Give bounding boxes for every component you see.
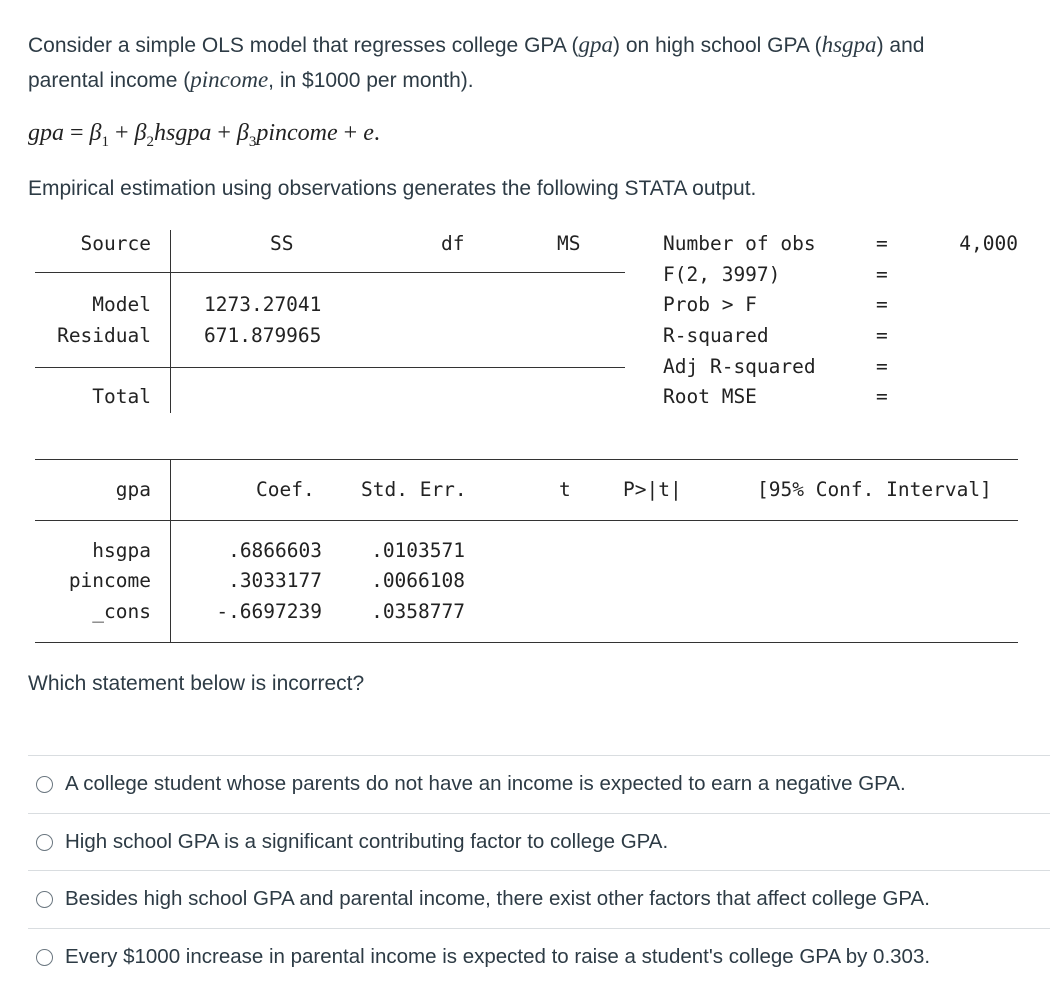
- option-separator: [28, 755, 1050, 756]
- eq-plus: +: [337, 120, 364, 146]
- eq-beta3: β: [236, 120, 249, 146]
- coef-row-coef: .6866603: [228, 539, 322, 562]
- anova-header-source: Source: [80, 232, 151, 255]
- intro-line-2: [28, 63, 924, 98]
- intro-text: ) on high school GPA (: [613, 34, 822, 57]
- eq-beta1: β: [89, 120, 102, 146]
- answer-option[interactable]: [36, 827, 668, 857]
- intro-line-1: [28, 28, 924, 63]
- anova-row-ss: 671.879965: [204, 324, 322, 347]
- anova-divider: [170, 230, 171, 413]
- eq-hsgpa: hsgpa: [154, 120, 212, 146]
- anova-row-source: Model: [92, 293, 151, 316]
- stat-label: Prob > F: [663, 293, 757, 316]
- option-label[interactable]: A college student whose parents do not have an income is expected to earn a negative GPA.: [65, 772, 906, 795]
- coef-row-var: pincome: [68, 569, 151, 592]
- intro-text: parental income (: [28, 69, 191, 92]
- option-label[interactable]: Besides high school GPA and parental income, there exist other factors that affect college GPA.: [65, 887, 930, 910]
- stat-equals: =: [876, 263, 888, 286]
- stat-equals: =: [876, 232, 888, 255]
- option-separator: [28, 813, 1050, 814]
- answer-option[interactable]: [36, 769, 906, 799]
- coef-header-coef: Coef.: [256, 478, 315, 501]
- option-separator: [28, 928, 1050, 929]
- question-intro: [28, 28, 924, 98]
- eq-beta3-sub: 3: [248, 133, 257, 150]
- math-var-hsgpa: hsgpa: [821, 32, 877, 57]
- eq-beta2-sub: 2: [146, 133, 154, 150]
- intro-text: , in $1000 per month).: [268, 69, 474, 92]
- stat-equals: =: [876, 385, 888, 408]
- option-label[interactable]: Every $1000 increase in parental income is expected to raise a student's college GPA by 0.303.: [65, 945, 931, 968]
- eq-beta2: β: [134, 120, 147, 146]
- eq-period: .: [373, 120, 380, 146]
- eq-plus: +: [211, 120, 237, 146]
- coef-row-se: .0103571: [371, 539, 465, 562]
- answer-option[interactable]: [36, 884, 930, 914]
- radio-button[interactable]: [36, 891, 53, 908]
- eq-plus: +: [109, 120, 135, 146]
- eq-beta1-sub: 1: [101, 133, 109, 150]
- stat-label: Adj R-squared: [663, 355, 816, 378]
- eq-lhs: gpa: [28, 120, 64, 146]
- answer-option[interactable]: [36, 942, 930, 972]
- anova-row-source: Total: [92, 385, 151, 408]
- coef-rule-bottom: [35, 642, 1018, 643]
- model-equation: [28, 116, 380, 159]
- coef-row-var: _cons: [92, 600, 151, 623]
- estimation-text: Empirical estimation using observations generates the following STATA output.: [28, 177, 757, 200]
- eq-error: e: [363, 120, 374, 146]
- radio-button[interactable]: [36, 776, 53, 793]
- anova-header-ms: MS: [557, 232, 581, 255]
- stat-equals: =: [876, 293, 888, 316]
- stat-label: Number of obs: [663, 232, 816, 255]
- stat-value: 4,000: [959, 232, 1018, 255]
- coef-header-var: gpa: [115, 478, 151, 501]
- coef-row-var: hsgpa: [92, 539, 151, 562]
- anova-row-source: Residual: [57, 324, 151, 347]
- anova-header-df: df: [441, 232, 465, 255]
- coef-header-se: Std. Err.: [361, 478, 467, 501]
- coef-header-t: t: [559, 478, 571, 501]
- anova-rule-top: [35, 272, 625, 273]
- stat-equals: =: [876, 324, 888, 347]
- stat-label: R-squared: [663, 324, 769, 347]
- coef-header-p: P>|t|: [623, 478, 682, 501]
- radio-button[interactable]: [36, 949, 53, 966]
- question-prompt: Which statement below is incorrect?: [28, 672, 365, 695]
- radio-button[interactable]: [36, 834, 53, 851]
- stat-label: Root MSE: [663, 385, 757, 408]
- coef-header-ci: [95% Conf. Interval]: [757, 478, 992, 501]
- intro-text: Consider a simple OLS model that regresses college GPA (: [28, 34, 579, 57]
- intro-text: ) and: [876, 34, 925, 57]
- coef-rule-mid: [35, 520, 1018, 521]
- anova-rule-bottom: [35, 367, 625, 368]
- coef-row-se: .0358777: [371, 600, 465, 623]
- option-label[interactable]: High school GPA is a significant contributing factor to college GPA.: [65, 830, 669, 853]
- coef-row-coef: .3033177: [228, 569, 322, 592]
- anova-row-ss: 1273.27041: [204, 293, 322, 316]
- eq-pincome: pincome: [256, 120, 338, 146]
- math-var-gpa: gpa: [578, 32, 614, 57]
- coef-row-se: .0066108: [371, 569, 465, 592]
- coef-row-coef: -.6697239: [216, 600, 322, 623]
- coef-rule-top: [35, 459, 1018, 460]
- anova-header-ss: SS: [270, 232, 294, 255]
- math-var-pincome: pincome: [190, 67, 269, 92]
- stat-equals: =: [876, 355, 888, 378]
- stat-label: F(2, 3997): [663, 263, 781, 286]
- eq-equals: =: [64, 120, 90, 146]
- coef-divider: [170, 459, 171, 642]
- option-separator: [28, 870, 1050, 871]
